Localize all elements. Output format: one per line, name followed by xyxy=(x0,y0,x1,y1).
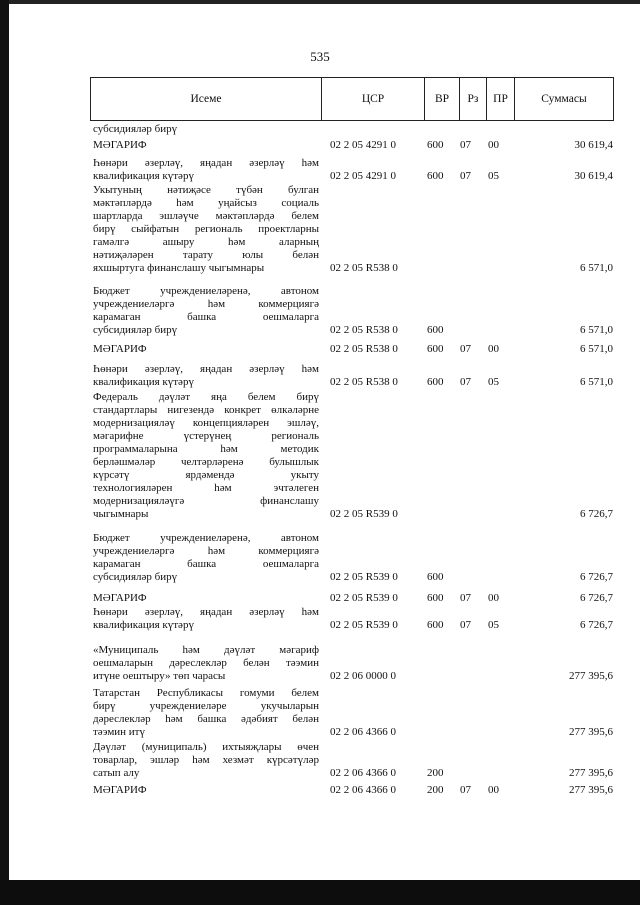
row-vr: 600 xyxy=(427,592,444,604)
row-name-line: «Муниципаль һәм дәүләт мәгариф xyxy=(93,644,319,656)
row-name-line: квалификация күтәрү xyxy=(93,170,194,182)
row-pr: 05 xyxy=(488,170,499,182)
table-row xyxy=(90,391,613,521)
row-name-line: учреждениеләргә һәм коммерциягә xyxy=(93,298,319,310)
row-name-line: Һөнәри әзерләү, яңадан әзерләү һәм xyxy=(93,157,319,169)
row-name-line: МӘГАРИФ xyxy=(93,592,147,604)
row-name-line: Укытуның нәтиҗәсе түбән булган xyxy=(93,184,319,196)
row-pr: 00 xyxy=(488,139,499,151)
row-name-line: берләшмәләр челтәрләренә булышлык xyxy=(93,456,319,468)
row-name xyxy=(93,784,319,797)
row-csr: 02 2 06 4366 0 xyxy=(330,726,396,738)
row-sum: 6 571,0 xyxy=(580,376,613,388)
row-rz: 07 xyxy=(460,376,471,388)
row-name xyxy=(93,741,319,780)
row-name xyxy=(93,139,319,152)
row-name-line: субсидияләр бирү xyxy=(93,324,178,336)
header-rz: Рз xyxy=(460,78,487,121)
row-name-line: модернизацияләү концепцияләрен эшләү, xyxy=(93,417,319,429)
row-name-line: квалификация күтәрү xyxy=(93,619,194,631)
row-name-line: учреждениеләргә һәм коммерциягә xyxy=(93,545,319,557)
row-name-line: гамәлгә ашыру һәм аларның xyxy=(93,236,319,248)
row-rz: 07 xyxy=(460,784,471,796)
row-sum: 30 619,4 xyxy=(574,170,613,182)
scan-edge-bottom xyxy=(0,880,640,905)
row-csr: 02 2 05 R538 0 xyxy=(330,376,398,388)
row-name-line: Һөнәри әзерләү, яңадан әзерләү һәм xyxy=(93,606,319,618)
row-pr: 00 xyxy=(488,343,499,355)
row-name xyxy=(93,592,319,605)
row-name xyxy=(93,606,319,632)
row-name-line: субсидияләр бирү xyxy=(93,571,178,583)
row-name-line: квалификация күтәрү xyxy=(93,376,194,388)
row-name-line: сатып алу xyxy=(93,767,140,779)
table-row xyxy=(90,687,613,739)
table-row xyxy=(90,139,613,152)
page-number: 535 xyxy=(310,49,330,64)
row-name xyxy=(93,532,319,584)
row-name-line: Татарстан Республикасы гомуми белем xyxy=(93,687,319,699)
row-name-line: тәэмин итү xyxy=(93,726,145,738)
table-row xyxy=(90,343,613,356)
row-csr: 02 2 06 0000 0 xyxy=(330,670,396,682)
row-name-line: Федераль дәүләт яңа белем бирү xyxy=(93,391,319,403)
row-sum: 6 571,0 xyxy=(580,262,613,274)
row-name-line: Бюджет учреждениеләренә, автоном xyxy=(93,285,319,297)
row-csr: 02 2 05 R539 0 xyxy=(330,619,398,631)
row-sum: 6 571,0 xyxy=(580,343,613,355)
header-pr: ПР xyxy=(487,78,515,121)
row-name xyxy=(93,391,319,521)
table-row xyxy=(90,644,613,683)
row-name-line: карамаган башка оешмаларга xyxy=(93,311,319,323)
row-name xyxy=(93,644,319,683)
table-row xyxy=(90,592,613,605)
row-vr: 600 xyxy=(427,619,444,631)
row-name-line: модернизацияләүгә финанслашу xyxy=(93,495,319,507)
row-name-line: бирү сыйфатын региональ проектларны xyxy=(93,223,319,235)
header-sum: Суммасы xyxy=(515,78,614,121)
row-sum: 277 395,6 xyxy=(569,767,613,779)
table-row xyxy=(90,363,613,389)
row-name xyxy=(93,687,319,739)
row-csr: 02 2 06 4366 0 xyxy=(330,784,396,796)
row-name xyxy=(93,343,319,356)
row-csr: 02 2 05 4291 0 xyxy=(330,170,396,182)
row-rz: 07 xyxy=(460,592,471,604)
row-sum: 30 619,4 xyxy=(574,139,613,151)
row-sum: 6 726,7 xyxy=(580,571,613,583)
row-name-line: МӘГАРИФ xyxy=(93,139,147,151)
row-pr: 00 xyxy=(488,784,499,796)
scan-edge-top xyxy=(0,0,640,4)
row-csr: 02 2 05 R539 0 xyxy=(330,571,398,583)
row-pr: 05 xyxy=(488,376,499,388)
table-row xyxy=(90,532,613,584)
row-vr: 600 xyxy=(427,139,444,151)
table-row xyxy=(90,784,613,797)
row-name-line: программаларына һәм методик xyxy=(93,443,319,455)
row-name-line: субсидияләр бирү xyxy=(93,123,178,135)
row-name-line: МӘГАРИФ xyxy=(93,784,147,796)
row-csr: 02 2 05 R539 0 xyxy=(330,592,398,604)
table-row xyxy=(90,285,613,337)
row-name xyxy=(93,285,319,337)
table-row xyxy=(90,123,613,136)
row-vr: 600 xyxy=(427,324,444,336)
row-name-line: күрсәтү ярдәмендә укыту xyxy=(93,469,319,481)
row-csr: 02 2 05 R539 0 xyxy=(330,508,398,520)
row-sum: 6 571,0 xyxy=(580,324,613,336)
header-name: Исеме xyxy=(91,78,322,121)
row-name-line: итүне оештыру» төп чарасы xyxy=(93,670,226,682)
row-name-line: яхшыртуга финанслашу чыгымнары xyxy=(93,262,265,274)
row-sum: 277 395,6 xyxy=(569,784,613,796)
row-rz: 07 xyxy=(460,343,471,355)
row-name xyxy=(93,123,319,136)
row-rz: 07 xyxy=(460,170,471,182)
row-vr: 600 xyxy=(427,170,444,182)
row-name-line: технологияләрен һәм эчтәлеген xyxy=(93,482,319,494)
row-name xyxy=(93,363,319,389)
row-csr: 02 2 06 4366 0 xyxy=(330,767,396,779)
table-row xyxy=(90,606,613,632)
row-csr: 02 2 05 R538 0 xyxy=(330,324,398,336)
row-name-line: стандартлары нигезендә конкрет өлкәләрне xyxy=(93,404,319,416)
row-rz: 07 xyxy=(460,619,471,631)
row-sum: 277 395,6 xyxy=(569,726,613,738)
row-name-line: бирү учреждениеләре укучыларын xyxy=(93,700,319,712)
header-vr: ВР xyxy=(425,78,460,121)
header-csr: ЦСР xyxy=(322,78,425,121)
row-name-line: карамаган башка оешмаларга xyxy=(93,558,319,570)
row-name xyxy=(93,184,319,275)
row-pr: 00 xyxy=(488,592,499,604)
row-name-line: дәреслекләр һәм башка әдәбият белән xyxy=(93,713,319,725)
row-name-line: чыгымнары xyxy=(93,508,149,520)
table-row xyxy=(90,184,613,275)
row-sum: 6 726,7 xyxy=(580,508,613,520)
row-name-line: Һөнәри әзерләү, яңадан әзерләү һәм xyxy=(93,363,319,375)
row-rz: 07 xyxy=(460,139,471,151)
row-sum: 6 726,7 xyxy=(580,592,613,604)
row-csr: 02 2 05 R538 0 xyxy=(330,343,398,355)
row-name-line: шартларда эшләүче мәктәпләрдә белем xyxy=(93,210,319,222)
row-name-line: мәгарифне үстерүнең региональ xyxy=(93,430,319,442)
row-name-line: мәктәпләрдә һәм уңайсыз социаль xyxy=(93,197,319,209)
row-sum: 6 726,7 xyxy=(580,619,613,631)
row-vr: 600 xyxy=(427,343,444,355)
row-name-line: МӘГАРИФ xyxy=(93,343,147,355)
row-vr: 600 xyxy=(427,376,444,388)
row-name xyxy=(93,157,319,183)
row-name-line: Дәүләт (муниципаль) ихтыяҗлары өчен xyxy=(93,741,319,753)
row-vr: 600 xyxy=(427,571,444,583)
row-csr: 02 2 05 4291 0 xyxy=(330,139,396,151)
row-name-line: нәтиҗәләрен тарату юлы белән xyxy=(93,249,319,261)
row-csr: 02 2 05 R538 0 xyxy=(330,262,398,274)
scan-edge-left xyxy=(0,0,9,905)
row-vr: 200 xyxy=(427,784,444,796)
row-name-line: Бюджет учреждениеләренә, автоном xyxy=(93,532,319,544)
table-row xyxy=(90,741,613,780)
row-sum: 277 395,6 xyxy=(569,670,613,682)
column-header xyxy=(90,77,614,121)
row-vr: 200 xyxy=(427,767,444,779)
row-name-line: оешмаларын дәреслекләр белән тәэмин xyxy=(93,657,319,669)
row-name-line: товарлар, эшләр һәм хезмәт күрсәтүләр xyxy=(93,754,319,766)
row-pr: 05 xyxy=(488,619,499,631)
table-row xyxy=(90,157,613,183)
